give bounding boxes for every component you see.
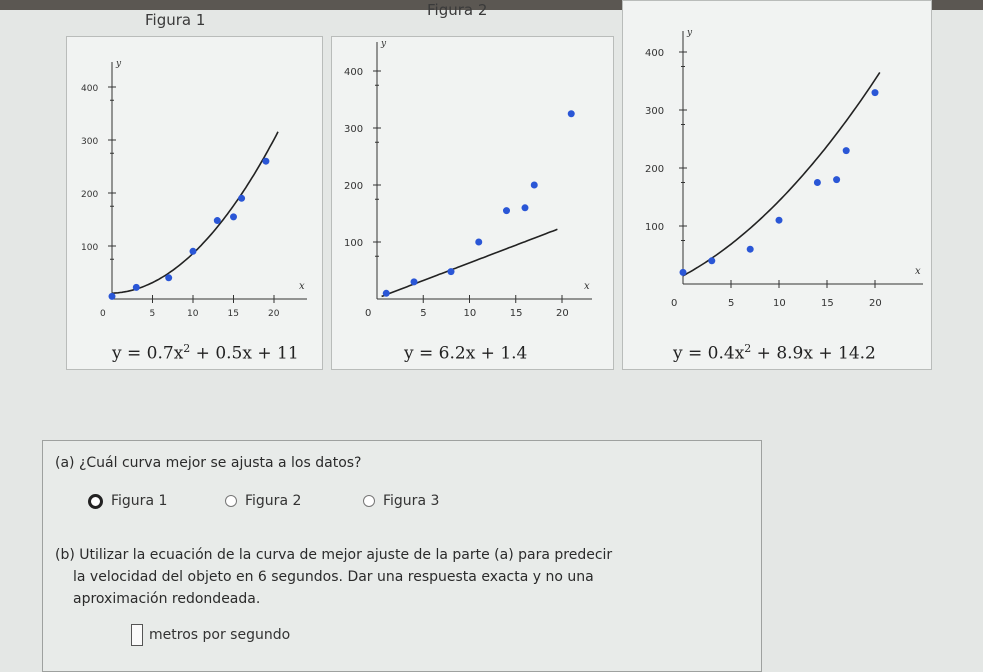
option-figura-3-label: Figura 3 bbox=[383, 493, 440, 509]
figure-2-panel bbox=[331, 36, 614, 370]
option-figura-2[interactable] bbox=[225, 493, 301, 509]
x-axis-label: x bbox=[299, 281, 305, 292]
data-point bbox=[833, 176, 840, 183]
question-box bbox=[42, 440, 762, 672]
data-point bbox=[680, 269, 687, 276]
y-tick-label: 0 bbox=[365, 308, 372, 319]
option-figura-1[interactable] bbox=[88, 493, 167, 509]
y-tick-label: 400 bbox=[645, 48, 665, 59]
data-point bbox=[776, 217, 783, 224]
data-point bbox=[814, 179, 821, 186]
y-tick-label: 400 bbox=[344, 67, 364, 78]
question-b-line-2: la velocidad del objeto en 6 segundos. Dar una respuesta exacta y no una bbox=[73, 569, 594, 585]
y-axis-label: y bbox=[116, 59, 122, 69]
figure-1-equation: $y = 0.7x^2 + 0.5x + 11$ bbox=[112, 342, 299, 364]
data-point bbox=[747, 246, 754, 253]
radio-figura-3[interactable] bbox=[363, 495, 375, 507]
data-point bbox=[165, 274, 172, 281]
x-tick-label: 15 bbox=[509, 308, 523, 319]
x-tick-label: 10 bbox=[463, 308, 477, 319]
fit-curve bbox=[683, 72, 880, 275]
x-tick-label: 10 bbox=[773, 298, 786, 309]
figure-1-graph bbox=[67, 37, 324, 337]
data-point bbox=[230, 213, 237, 220]
answer-unit: metros por segundo bbox=[149, 627, 291, 643]
data-point bbox=[448, 268, 455, 275]
y-tick-label: 0 bbox=[671, 298, 678, 309]
data-point bbox=[238, 195, 245, 202]
x-tick-label: 15 bbox=[821, 298, 834, 309]
data-point bbox=[522, 204, 529, 211]
y-tick-label: 400 bbox=[81, 84, 99, 94]
x-tick-label: 5 bbox=[149, 309, 156, 319]
figure-1-title: Figura 1 bbox=[145, 11, 206, 29]
x-tick-label: 5 bbox=[420, 308, 427, 319]
figure-3-panel bbox=[622, 0, 932, 370]
data-point bbox=[109, 293, 116, 300]
figure-1-panel bbox=[66, 36, 323, 370]
y-axis-label: y bbox=[381, 39, 387, 49]
data-point bbox=[843, 147, 850, 154]
x-tick-label: 20 bbox=[869, 298, 882, 309]
option-figura-2-label: Figura 2 bbox=[245, 493, 302, 509]
x-tick-label: 20 bbox=[268, 309, 280, 319]
figure-2-equation: y = 6.2x + 1.4 bbox=[404, 343, 528, 364]
radio-figura-2[interactable] bbox=[225, 495, 237, 507]
data-point bbox=[568, 110, 575, 117]
radio-figura-1[interactable] bbox=[88, 494, 103, 509]
x-tick-label: 15 bbox=[227, 309, 239, 319]
x-axis-label: x bbox=[584, 281, 590, 292]
data-point bbox=[531, 182, 538, 189]
data-point bbox=[411, 278, 418, 285]
figure-3-graph bbox=[623, 1, 933, 331]
data-point bbox=[214, 217, 221, 224]
question-b-line-1: (b) Utilizar la ecuación de la curva de mejor ajuste de la parte (a) para predecir bbox=[55, 547, 613, 563]
data-point bbox=[383, 290, 390, 297]
y-tick-label: 300 bbox=[344, 124, 364, 135]
data-point bbox=[872, 89, 879, 96]
data-point bbox=[503, 207, 510, 214]
y-tick-label: 200 bbox=[81, 190, 99, 200]
y-tick-label: 300 bbox=[645, 106, 665, 117]
y-tick-label: 300 bbox=[81, 137, 99, 147]
figure-3-equation: $y = 0.4x^2 + 8.9x + 14.2$ bbox=[673, 342, 876, 364]
answer-input[interactable] bbox=[131, 624, 143, 646]
y-axis-label: y bbox=[687, 28, 693, 38]
answer-row bbox=[131, 624, 290, 646]
y-tick-label: 0 bbox=[100, 309, 106, 319]
x-tick-label: 5 bbox=[728, 298, 735, 309]
option-figura-1-label: Figura 1 bbox=[111, 493, 168, 509]
question-b-line-3: aproximación redondeada. bbox=[73, 591, 261, 607]
data-point bbox=[133, 284, 140, 291]
y-tick-label: 100 bbox=[81, 243, 99, 253]
option-figura-3[interactable] bbox=[363, 493, 439, 509]
figure-2-title: Figura 2 bbox=[427, 1, 488, 19]
data-point bbox=[190, 248, 197, 255]
fit-curve bbox=[382, 229, 558, 296]
figure-2-graph bbox=[332, 37, 615, 337]
x-tick-label: 10 bbox=[187, 309, 199, 319]
question-a-text: (a) ¿Cuál curva mejor se ajusta a los datos? bbox=[55, 455, 362, 471]
y-tick-label: 100 bbox=[344, 238, 364, 249]
data-point bbox=[708, 257, 715, 264]
data-point bbox=[475, 239, 482, 246]
y-tick-label: 100 bbox=[645, 222, 665, 233]
y-tick-label: 200 bbox=[344, 181, 364, 192]
y-tick-label: 200 bbox=[645, 164, 665, 175]
x-axis-label: x bbox=[915, 266, 921, 277]
data-point bbox=[262, 158, 269, 165]
fit-curve bbox=[112, 132, 278, 293]
x-tick-label: 20 bbox=[556, 308, 569, 319]
